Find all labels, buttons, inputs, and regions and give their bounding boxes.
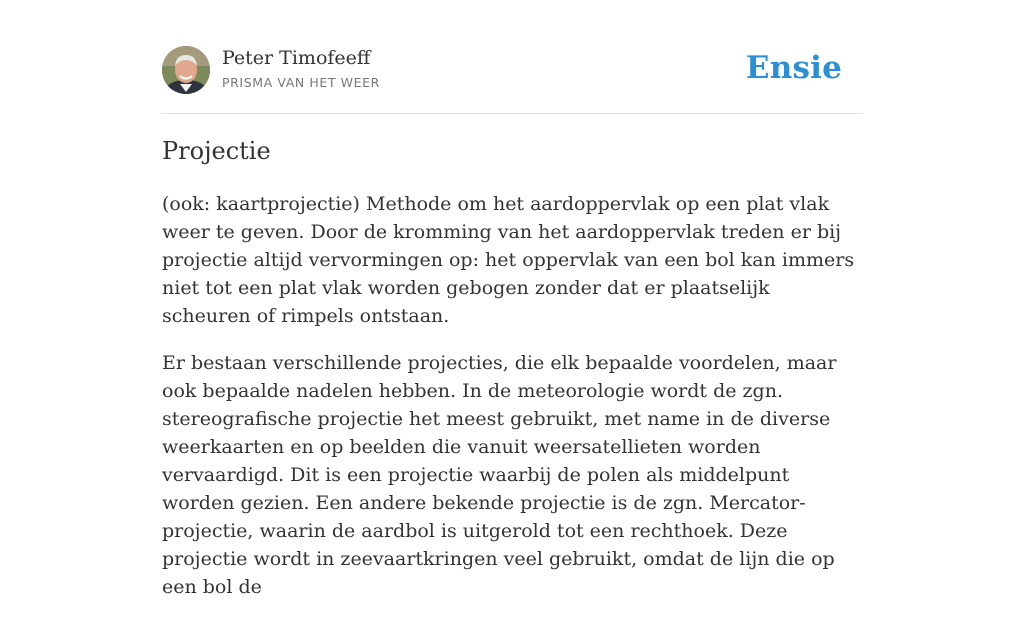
author-avatar[interactable] <box>162 46 210 94</box>
entry-paragraph: (ook: kaartprojectie) Methode om het aardoppervlak op een plat vlak weer te geven. Door de kromming van het aardoppervlak treden er bij projectie altijd vervormingen op: het oppervlak van een bol kan immers niet tot een plat vlak worden gebogen zonder dat er plaatselijk scheuren of rimpels ontstaan. <box>162 193 855 327</box>
entry-paragraph: Er bestaan verschillende projecties, die elk bepaalde voordelen, maar ook bepaalde nadelen hebben. In de meteorologie wordt de zgn. stereografische projectie het meest gebruikt, met name in de diverse weerkaarten en op beelden die vanuit weersatellieten worden vervaardigd. Dit is een projectie waarbij de polen als middelpunt worden gezien. Een andere bekende projectie is de zgn. Mercator-projectie, waarin de aardbol is uitgerold tot een rechthoek. Deze projectie wordt in zeevaartkringen veel gebruikt, omdat de lijn die op een bol de <box>162 352 837 598</box>
author-source[interactable]: PRISMA VAN HET WEER <box>222 75 380 90</box>
entry-content <box>162 190 862 620</box>
header-divider <box>162 113 862 114</box>
author-name[interactable]: Peter Timofeeff <box>222 47 371 69</box>
entry-title: Projectie <box>162 137 271 165</box>
author-photo <box>162 46 210 94</box>
ensie-logo[interactable]: Ensie <box>745 50 842 86</box>
entry-header <box>162 46 862 96</box>
